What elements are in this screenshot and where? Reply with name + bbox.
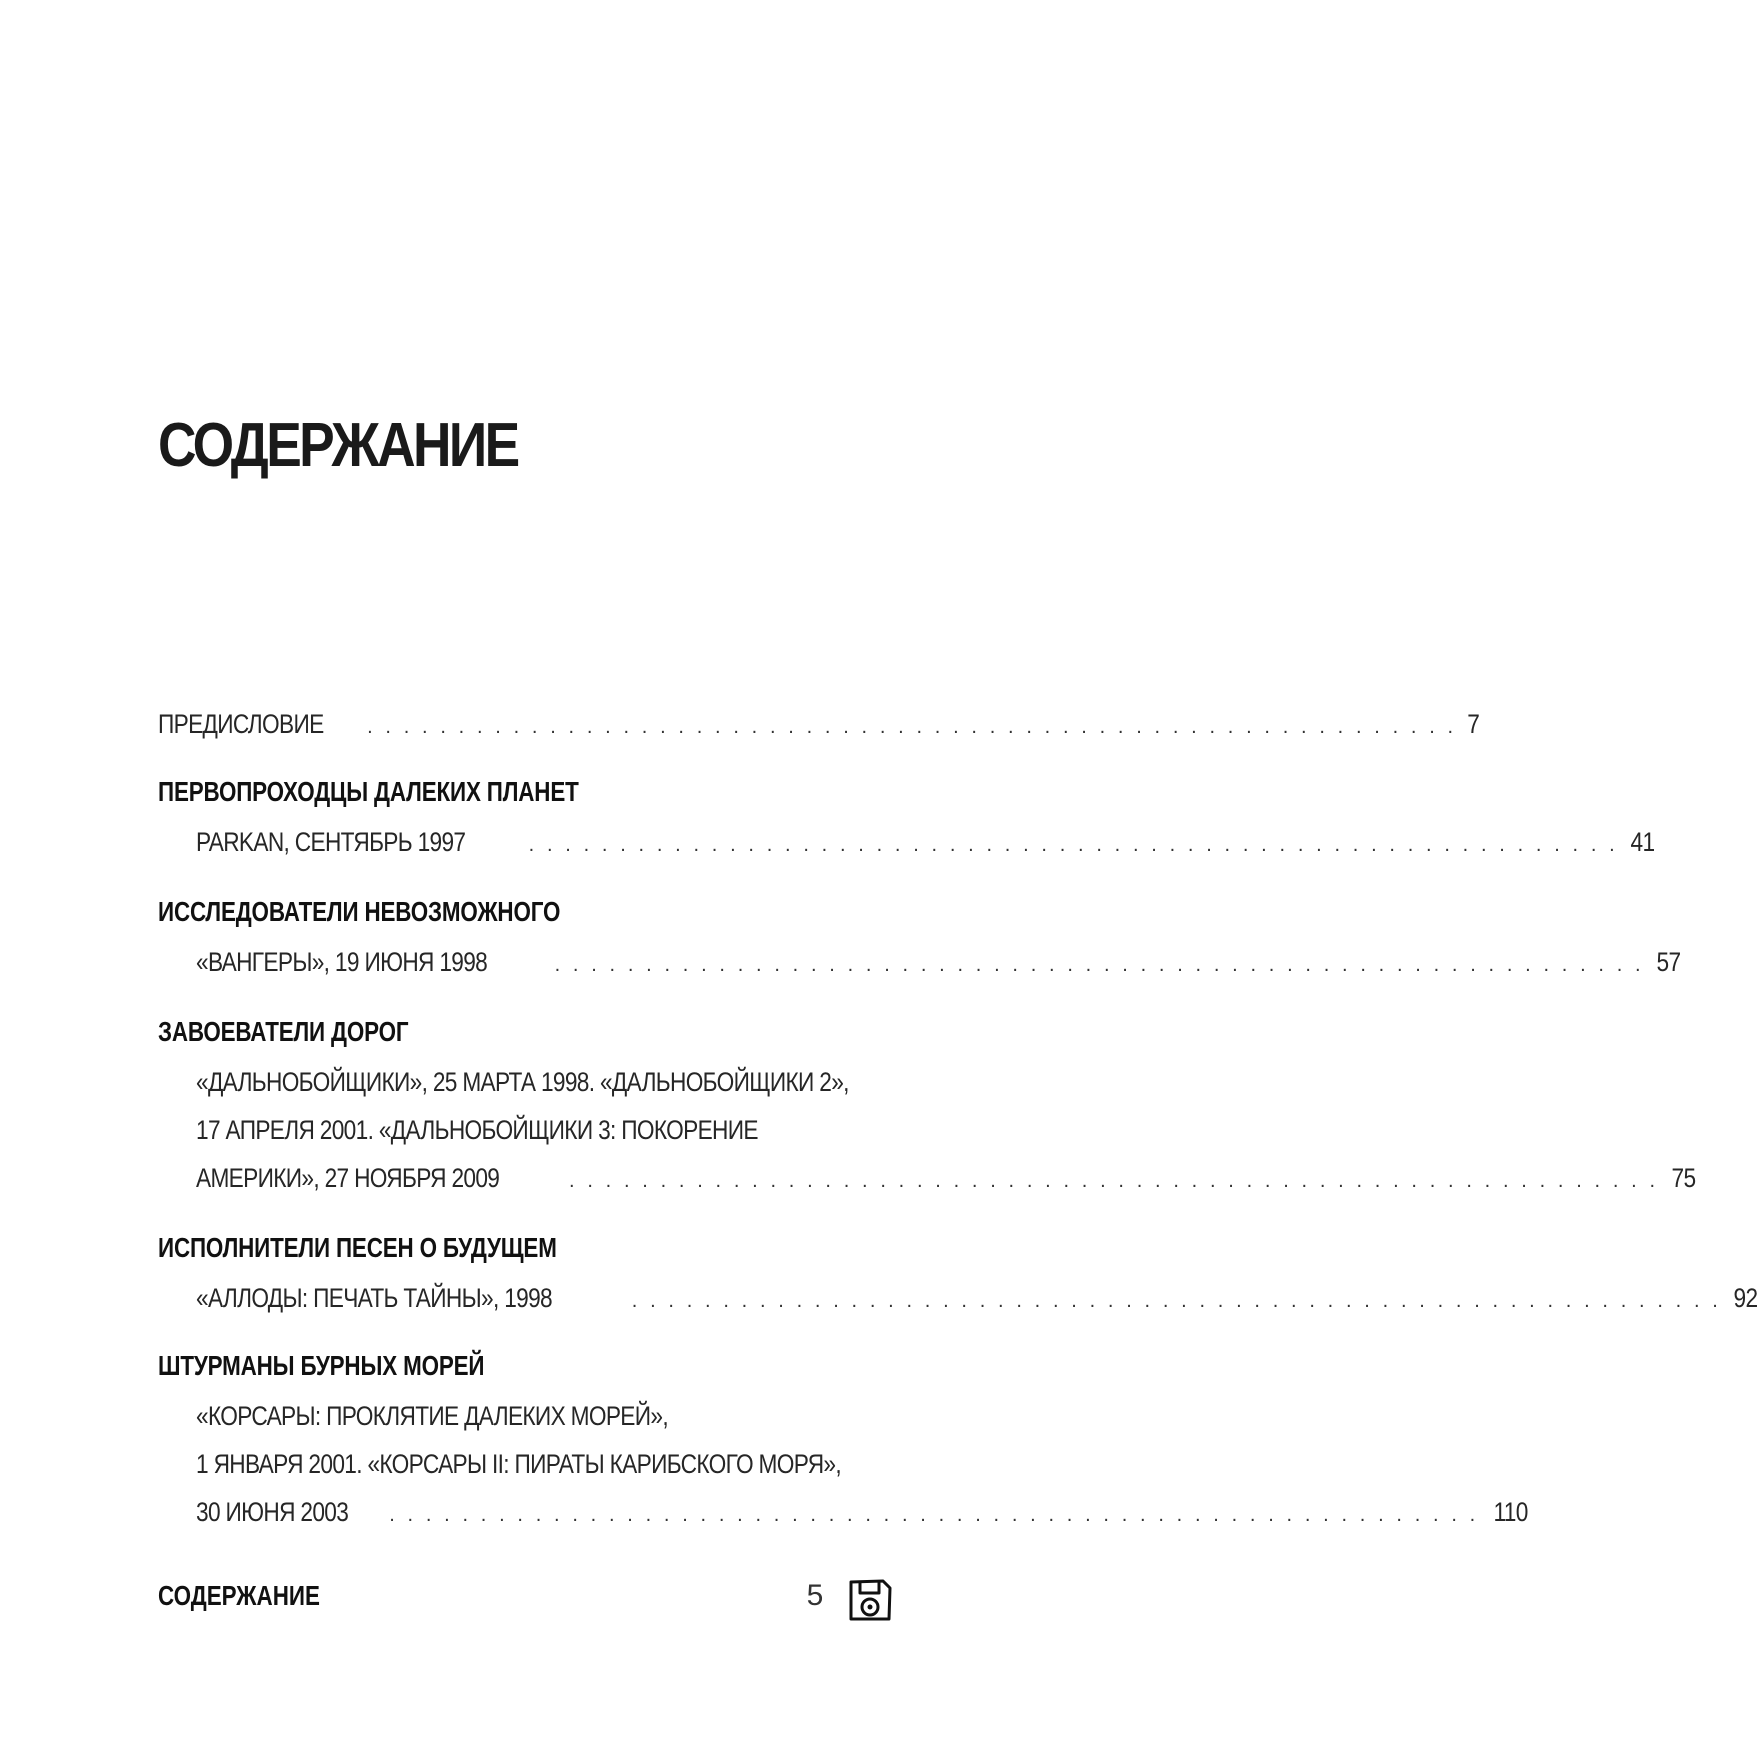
running-title: СОДЕРЖАНИЕ	[158, 1580, 320, 1611]
toc-page-number: 92	[1733, 1283, 1758, 1313]
page-title: СОДЕРЖАНИЕ	[158, 411, 518, 480]
toc-entry-label: PARKAN, СЕНТЯБРЬ 1997	[196, 827, 466, 857]
toc-entry-label: «ВАНГЕРЫ», 19 ИЮНЯ 1998	[196, 947, 488, 977]
toc-entry-label: «АЛЛОДЫ: ПЕЧАТЬ ТАЙНЫ», 1998	[196, 1283, 552, 1313]
toc-entry[interactable]	[196, 1492, 1528, 1535]
toc-entry-line: «ДАЛЬНОБОЙЩИКИ», 25 МАРТА 1998. «ДАЛЬНОБОЙЩИКИ 2»,	[196, 1067, 849, 1097]
toc-entry-label: ПРЕДИСЛОВИЕ	[158, 709, 324, 739]
toc-entry-line: 1 ЯНВАРЯ 2001. «КОРСАРЫ II: ПИРАТЫ КАРИБСКОГО МОРЯ»,	[196, 1449, 841, 1479]
toc-entry[interactable]	[196, 1158, 1696, 1201]
toc-entry-line: «КОРСАРЫ: ПРОКЛЯТИЕ ДАЛЕКИХ МОРЕЙ»,	[196, 1401, 668, 1431]
dot-leader: . . . . . . . . . . . . . . . . . . . . . . . . . . . . . . . . . . . . . . . . . . . . . . . . . . . . . . . . . . . .	[389, 1504, 1479, 1526]
dot-leader: . . . . . . . . . . . . . . . . . . . . . . . . . . . . . . . . . . . . . . . . . . . . . . . . . . . . . . . . . . . .	[631, 1290, 1722, 1312]
toc-entry-line: 17 АПРЕЛЯ 2001. «ДАЛЬНОБОЙЩИКИ 3: ПОКОРЕНИЕ	[196, 1115, 758, 1145]
toc-page-number: 7	[1466, 709, 1479, 739]
toc-entry[interactable]	[196, 942, 1681, 985]
toc-entry[interactable]	[196, 1278, 1758, 1321]
toc-entry[interactable]	[196, 822, 1655, 865]
toc-page-number: 110	[1493, 1497, 1528, 1527]
toc-section-title: ПЕРВОПРОХОДЦЫ ДАЛЕКИХ ПЛАНЕТ	[158, 776, 579, 807]
floppy-disk-icon	[846, 1576, 894, 1624]
toc-section-title: ШТУРМАНЫ БУРНЫХ МОРЕЙ	[158, 1350, 485, 1381]
dot-leader: . . . . . . . . . . . . . . . . . . . . . . . . . . . . . . . . . . . . . . . . . . . . . . . . . . . . . . . . . . . .	[528, 834, 1619, 856]
toc-section-title: ЗАВОЕВАТЕЛИ ДОРОГ	[158, 1016, 409, 1047]
dot-leader: . . . . . . . . . . . . . . . . . . . . . . . . . . . . . . . . . . . . . . . . . . . . . . . . . . . . . . . . . . . .	[569, 1170, 1659, 1192]
toc-section-title: ИССЛЕДОВАТЕЛИ НЕВОЗМОЖНОГО	[158, 896, 561, 927]
dot-leader: . . . . . . . . . . . . . . . . . . . . . . . . . . . . . . . . . . . . . . . . . . . . . . . . . . . . . . . . . . . .	[554, 954, 1645, 976]
toc-entry-preface[interactable]	[158, 704, 1479, 747]
toc-page-number: 41	[1630, 827, 1655, 857]
toc-entry-label: 30 ИЮНЯ 2003	[196, 1497, 349, 1527]
toc-section-title: ИСПОЛНИТЕЛИ ПЕСЕН О БУДУЩЕМ	[158, 1232, 557, 1263]
page-number: 5	[806, 1579, 824, 1612]
toc-page-number: 75	[1671, 1163, 1696, 1193]
toc-page-number: 57	[1656, 947, 1681, 977]
toc-entry-label: АМЕРИКИ», 27 НОЯБРЯ 2009	[196, 1163, 500, 1193]
dot-leader: . . . . . . . . . . . . . . . . . . . . . . . . . . . . . . . . . . . . . . . . . . . . . . . . . . . . . . . . . . . .	[367, 716, 1457, 738]
